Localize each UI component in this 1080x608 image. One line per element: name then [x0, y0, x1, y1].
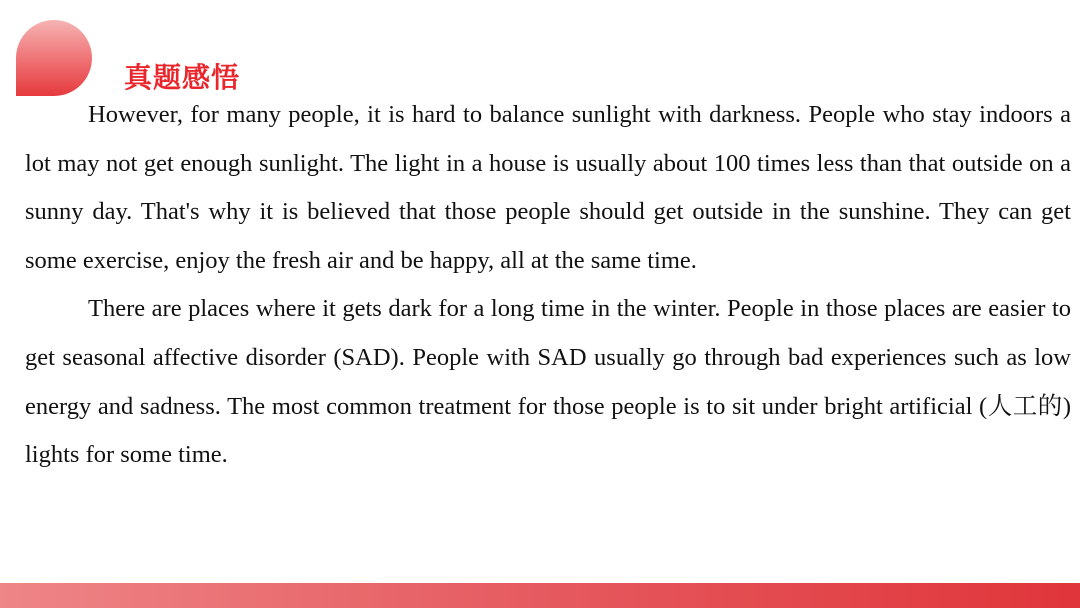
slide-title: 真题感悟: [124, 61, 241, 94]
paragraph-1: However, for many people, it is hard to balance sunlight with darkness. People who stay indoors a lot may not get enough sunlight. The light in a house is usually about 100 times less than that outside on a sunny day. That's why it is believed that those people should get outside in the sunshine. They can get some exercise, enjoy the fresh air and be happy, all at the same time.: [25, 101, 1071, 274]
paragraph-2: There are places where it gets dark for a long time in the winter. People in those places are easier to get seasonal affective disorder (SAD). People with SAD usually go through bad experiences such as low energy and sadness. The most common treatment for those people is to sit under bright artificial (人工的) lights for some time.: [25, 295, 1071, 469]
decorative-corner-shape: [16, 20, 92, 96]
bottom-accent-bar: [0, 583, 1080, 608]
reading-passage: [25, 91, 1071, 480]
